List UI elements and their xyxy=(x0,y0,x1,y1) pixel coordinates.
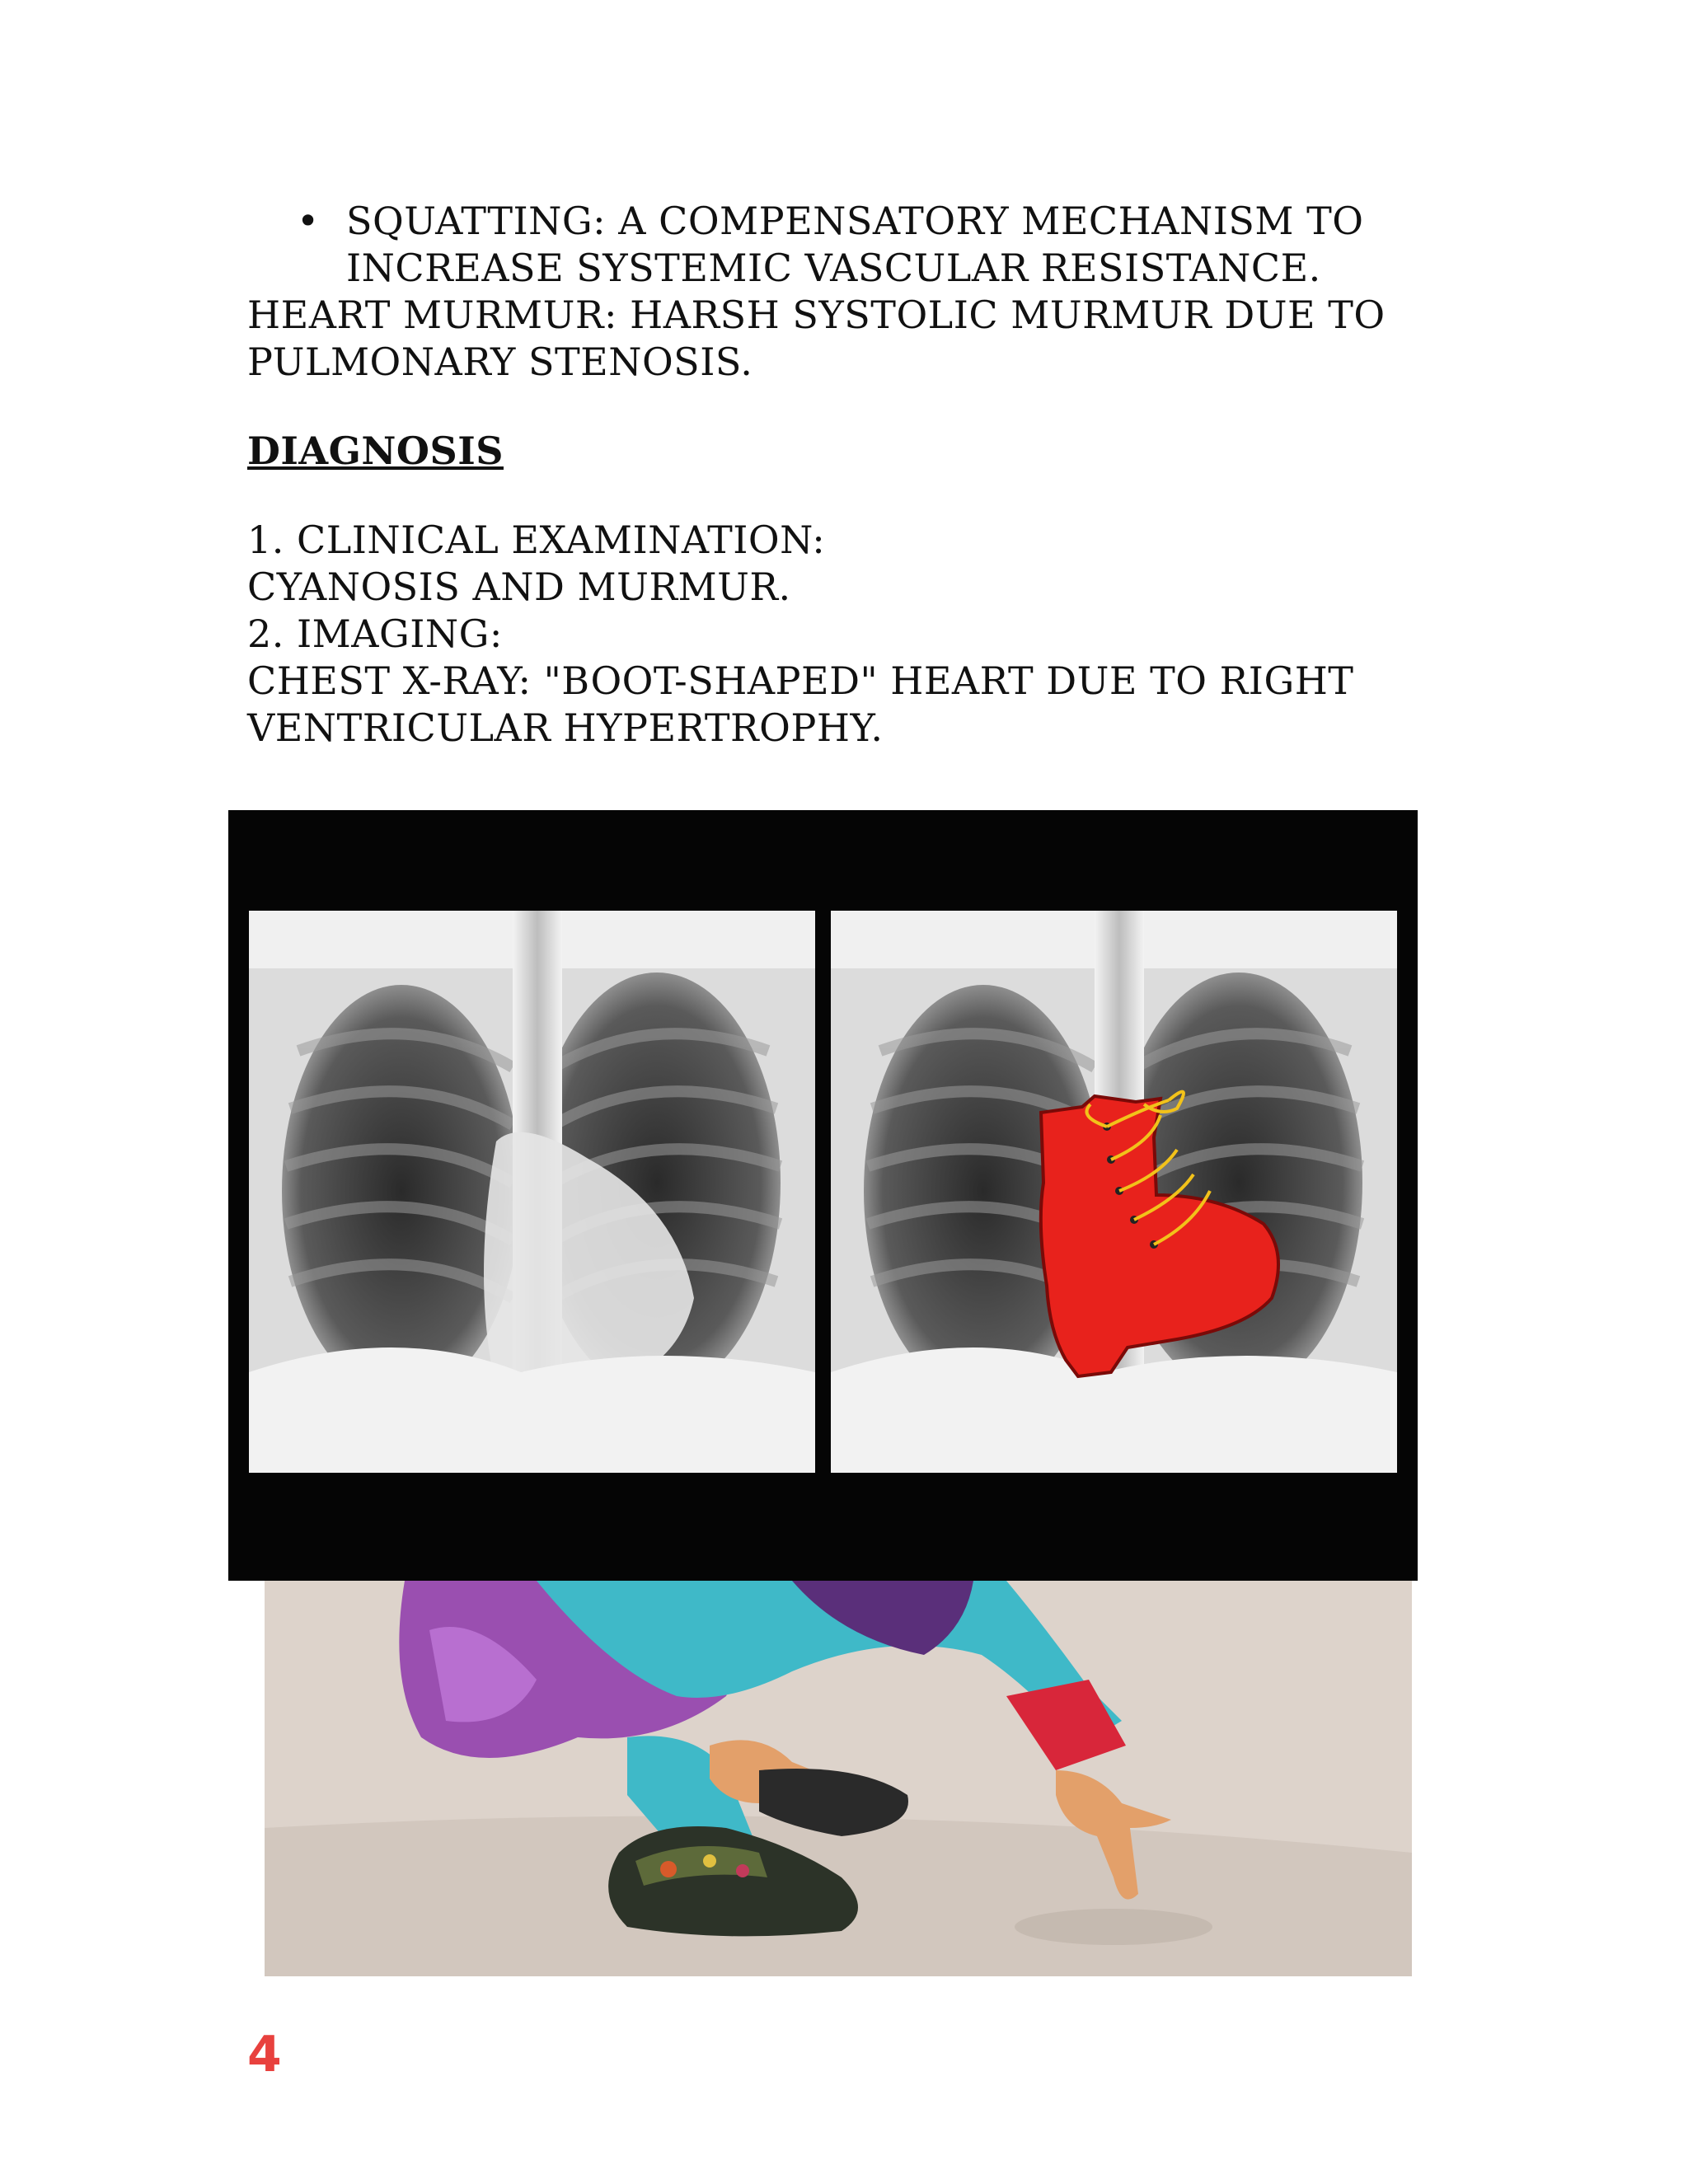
chest-xray-left xyxy=(249,911,815,1473)
bullet-marker: • xyxy=(297,199,320,243)
imaging-label: 2. IMAGING: xyxy=(247,612,503,656)
squatting-text: SQUATTING: A COMPENSATORY MECHANISM TO INCREASE SYSTEMIC VASCULAR RESISTANCE. xyxy=(346,199,1364,290)
squatting-child-photo xyxy=(265,1581,1412,1976)
page-number: 4 xyxy=(247,2026,282,2083)
imaging-line-1: CHEST X-RAY: "BOOT-SHAPED" HEART DUE TO RIGHT xyxy=(247,658,1354,703)
body-text xyxy=(247,198,1442,752)
murmur-line-2: PULMONARY STENOSIS. xyxy=(247,340,753,384)
bullet-item xyxy=(297,198,1442,292)
murmur-line-1: HEART MURMUR: HARSH SYSTOLIC MURMUR DUE TO xyxy=(247,293,1386,337)
boot-icon xyxy=(831,911,1397,1473)
clinical-exam-label: 1. CLINICAL EXAMINATION: xyxy=(247,518,826,562)
imaging-line-2: VENTRICULAR HYPERTROPHY. xyxy=(247,705,884,750)
clinical-exam-text: CYANOSIS AND MURMUR. xyxy=(247,565,791,609)
chest-xray-figure xyxy=(228,810,1418,1581)
chest-xray-right xyxy=(831,911,1397,1473)
section-heading: DIAGNOSIS xyxy=(247,429,504,473)
